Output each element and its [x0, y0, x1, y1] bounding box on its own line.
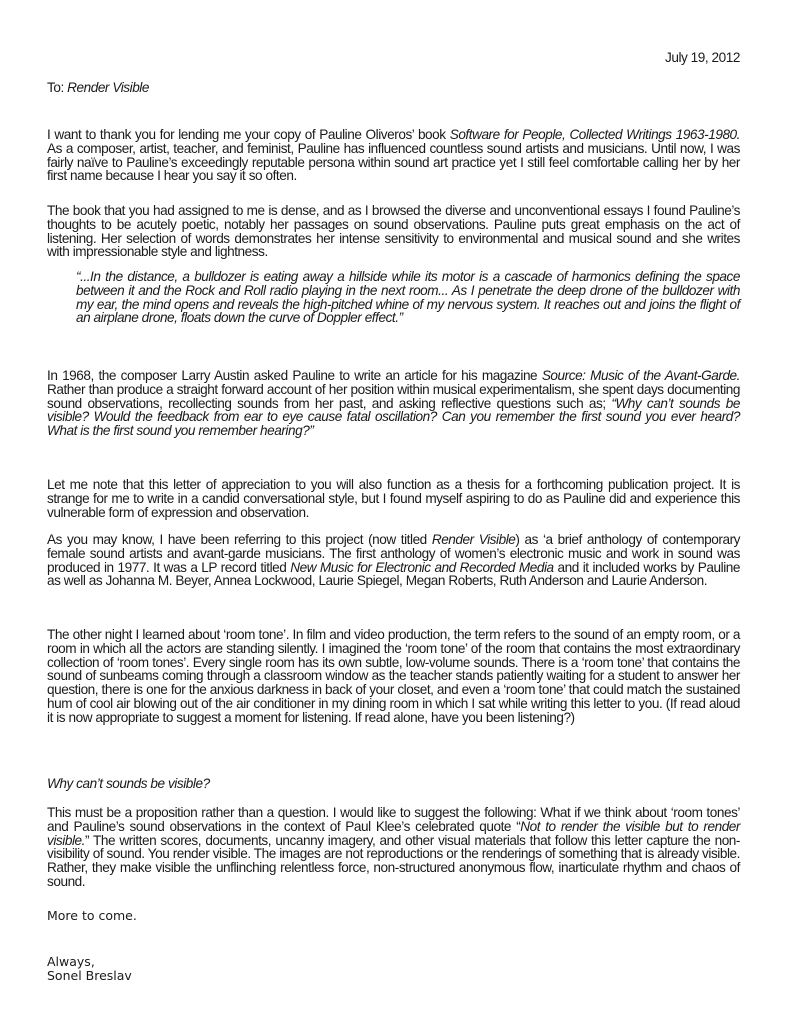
paragraph-1 [47, 128, 740, 183]
paragraph-text: This must be a proposition rather than a question. I would like to suggest the following: What if we think about ‘room tones’ and Pauline’s sound observations in the context of Paul Klee’s celebrated quote “ [47, 805, 740, 834]
paragraph-text: I want to thank you for lending me your copy of Pauline Oliveros’ book [47, 127, 450, 142]
recipient-line [47, 81, 149, 95]
paragraph-4: Let me note that this letter of appreciation to you will also function as a thesis for a forthcoming publication project. It is strange for me to write in a candid conversational style, but I found myself aspiring to do as Pauline did and experience this vulnerable form of expression and observation. [47, 477, 740, 520]
magazine-title: Source: Music of the Avant-Garde. [541, 368, 740, 383]
block-quote [76, 270, 740, 325]
reflective-questions: “Why can’t sounds be visible? Would the feedback from ear to eye cause fatal oscillation? Can you remember the first sound you ever heard? What is the first sound you remember hearing?” [47, 395, 740, 439]
paragraph-text: Rather than produce a straight forward account of her position within musical experimentalism, she spent days documenting sound observations, recollecting sounds from her past, and asking reflective questions such as; [47, 381, 740, 411]
signature-block [47, 955, 740, 983]
book-title: Software for People, Collected Writings 1963-1980. [449, 127, 740, 142]
paragraph-2: The book that you had assigned to me is dense, and as I browsed the diverse and unconventional essays I found Pauline’s thoughts to be acutely poetic, notably her passages on sound observations. Pauline puts great emphasis on the act of listening. Her selection of words demonstrates her intense sensitivity to environmental and musical sound and she writes with impressionable style and lightness. [47, 203, 740, 260]
letter-date: July 19, 2012 [664, 50, 740, 65]
paragraph-text: ) as ‘a brief anthology of contemporary female sound artists and avant-garde musicians. The first anthology of women’s electronic music and work in sound was produced in 1977. It was a LP record titled [47, 532, 740, 575]
paragraph-text: ” The written scores, documents, uncanny imagery, and other visual materials that follow this letter capture the non-visibility of sound. You render visible. The images are not reproductions or the renderings of something that is already visible. Rather, they make visible the unflinching relentless force, non-structured anonymous flow, inarticulate rhythm and chaos of sound. [47, 832, 740, 889]
record-title: New Music for Electronic and Recorded Media [290, 559, 554, 575]
closing: Always, [47, 954, 95, 969]
paragraph-7 [47, 777, 740, 791]
signature: Sonel Breslav [47, 968, 132, 983]
recipient-name: Render Visible [67, 80, 149, 95]
to-label: To: [47, 80, 68, 95]
paragraph-text: As you may know, I have been referring to this project (now titled [47, 532, 432, 547]
paragraph-text: In 1968, the composer Larry Austin asked Pauline to write an article for his magazine [47, 368, 542, 383]
paragraph-3 [47, 369, 740, 438]
paragraph-9: More to come. [47, 908, 137, 923]
project-title: Render Visible [431, 532, 516, 547]
paragraph-text: and it included works by Pauline as well as Johanna M. Beyer, Annea Lockwood, Laurie Spiegel, Megan Roberts, Ruth Anderson and Laurie Anderson. [47, 559, 740, 589]
paragraph-8 [47, 806, 740, 889]
paragraph-6: The other night I learned about ‘room tone’. In film and video production, the term refers to the sound of an empty room, or a room in which all the actors are standing silently. I imagined the ‘room tone’ of the room that contains the most extraordinary collection of ‘room tones’. Every single room has its own subtle, low-volume sounds. There is a ‘room tone’ that contains the sound of sunbeams coming through a classroom window as the teacher stands patiently waiting for a student to answer her question, there is one for the anxious darkness in back of your closet, and even a ‘room tone’ that could match the sustained hum of cool air blowing out of the air conditioner in my dining room in which I sat while writing this letter to you. (If read aloud it is now appropriate to suggest a moment for listening. If read alone, have you been listening?) [47, 627, 740, 725]
klee-quote: Not to render the visible but to render visible. [47, 818, 740, 848]
quote-text: “...In the distance, a bulldozer is eating away a hillside while its motor is a cascade of harmonics defining the space between it and the Rock and Roll radio playing in the next room... As I penetrate the deep drone of the bulldozer with my ear, the mind opens and reveals the high-pitched whine of my nervous system. It reaches out and joins the flight of an airplane drone, floats down the curve of Doppler effect.” [76, 269, 740, 326]
paragraph-text: As a composer, artist, teacher, and feminist, Pauline has influenced countless sound artists and musicians. Until now, I was fairly naïve to Pauline’s exceedingly reputable persona within sound art practice yet I still feel comfortable calling her by her first name because I hear you say it so often. [47, 140, 740, 184]
italic-question: Why can’t sounds be visible? [47, 776, 210, 791]
paragraph-5 [47, 533, 740, 588]
